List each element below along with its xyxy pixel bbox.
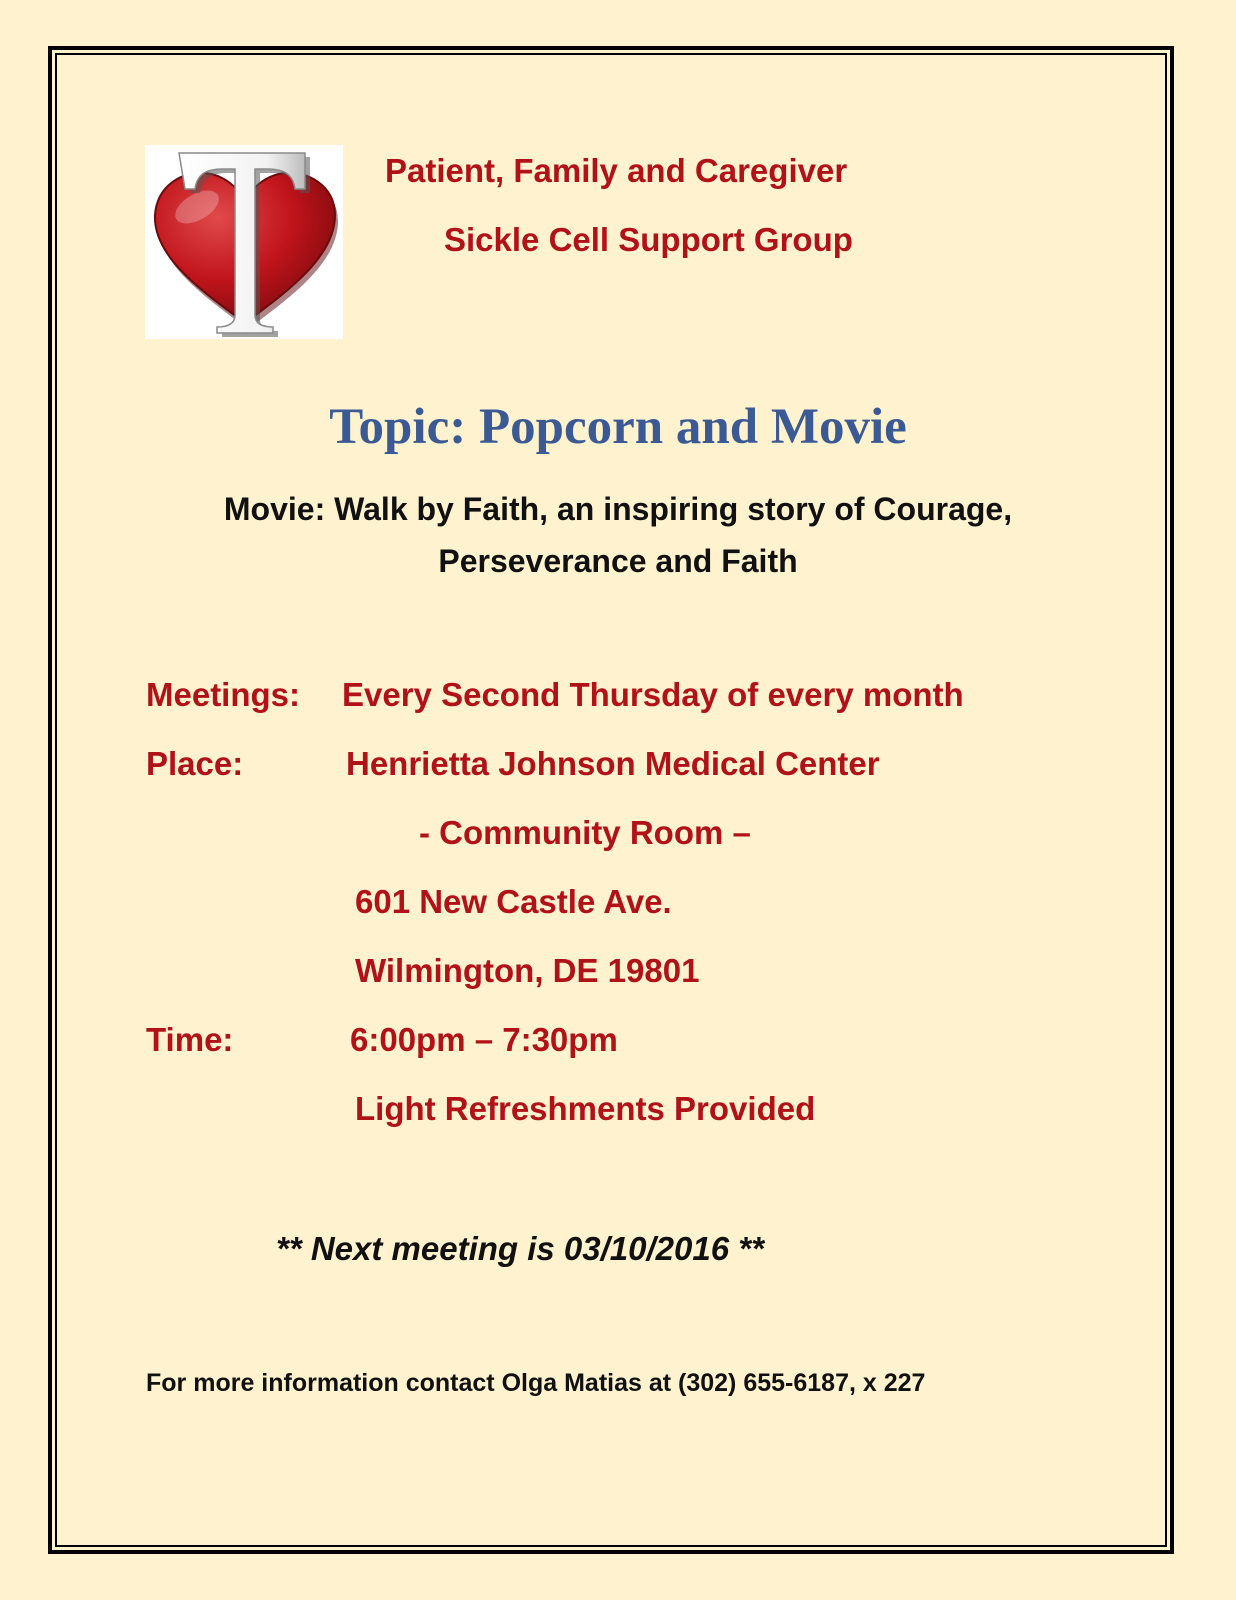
place-line-4: Wilmington, DE 19801 (355, 952, 700, 989)
time-label: Time: (146, 1021, 234, 1058)
meetings-value: Every Second Thursday of every month (342, 676, 964, 713)
heart-with-letter-t-icon (145, 145, 343, 339)
time-value: 6:00pm – 7:30pm (350, 1021, 618, 1058)
contact-info: For more information contact Olga Matias at (302) 655-6187, x 227 (146, 1369, 926, 1397)
movie-line-1: Movie: Walk by Faith, an inspiring story of Courage, (223, 491, 1013, 527)
header-line-1: Patient, Family and Caregiver (385, 152, 848, 189)
place-line-1: Henrietta Johnson Medical Center (346, 745, 880, 782)
refreshments-text: Light Refreshments Provided (355, 1090, 816, 1127)
place-line-3: 601 New Castle Ave. (355, 883, 672, 920)
header-line-2: Sickle Cell Support Group (444, 221, 853, 258)
next-meeting: ** Next meeting is 03/10/2016 ** (276, 1230, 764, 1267)
meetings-label: Meetings: (146, 676, 301, 713)
place-label: Place: (146, 745, 244, 782)
movie-line-2: Perseverance and Faith (438, 543, 798, 579)
place-line-2: - Community Room – (419, 814, 751, 851)
heart-t-logo (145, 145, 343, 339)
topic-title: Topic: Popcorn and Movie (329, 399, 907, 455)
